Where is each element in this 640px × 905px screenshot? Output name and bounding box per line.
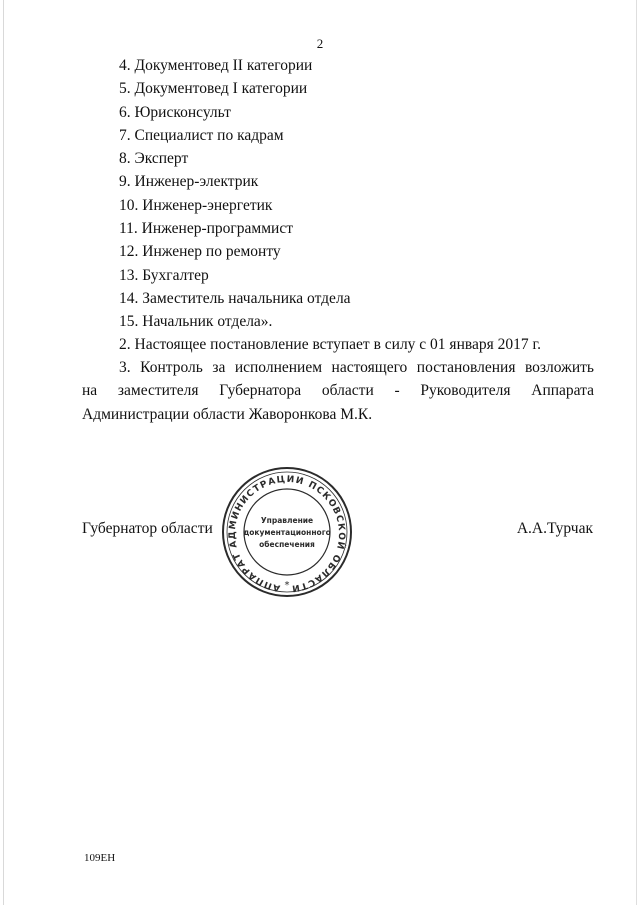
list-item: 13. Бухгалтер: [119, 266, 209, 284]
signatory-title: Губернатор области: [82, 520, 213, 537]
list-item: 12. Инженер по ремонту: [119, 243, 281, 261]
paragraph-3-line-1: 3. Контроль за исполнением настоящего постановления возложить: [119, 359, 594, 376]
list-item: 11. Инженер-программист: [119, 220, 293, 238]
list-item: 8. Эксперт: [119, 150, 189, 168]
official-seal: [216, 466, 358, 598]
list-item: 15. Начальник отдела».: [119, 313, 273, 331]
scan-edge-right: [636, 0, 637, 905]
seal-center-line-3: обеспечения: [259, 540, 315, 549]
signatory-name: А.А.Турчак: [516, 520, 593, 537]
seal-star: *: [284, 580, 290, 591]
document-code: 109ЕН: [84, 852, 116, 864]
paragraph-2: 2. Настоящее постановление вступает в силу с 01 января 2017 г.: [119, 336, 541, 353]
paragraph-3-line-2: на заместителя Губернатора области - Руководителя Аппарата: [82, 382, 594, 400]
scan-edge-left: [3, 0, 4, 905]
list-item: 14. Заместитель начальника отдела: [119, 289, 351, 307]
list-item: 10. Инженер-энергетик: [119, 196, 273, 214]
list-item: 5. Документовед I категории: [119, 80, 308, 98]
seal-center-line-1: Управление: [260, 516, 314, 525]
position-list: [119, 54, 351, 334]
list-item: 6. Юрисконсульт: [119, 103, 231, 121]
list-item: 9. Инженер-электрик: [119, 173, 259, 191]
paragraph-3: [82, 356, 594, 426]
seal-ring-text: АППАРАТ АДМИНИСТРАЦИИ ПСКОВСКОЙ ОБЛАСТИ: [227, 474, 347, 593]
paragraph-3-line-3: Администрации области Жаворонкова М.К.: [82, 405, 373, 423]
list-item: 4. Документовед II категории: [119, 57, 313, 74]
page-number: 2: [316, 36, 324, 51]
list-item: 7. Специалист по кадрам: [119, 126, 284, 144]
seal-center-line-2: документационного: [243, 528, 331, 537]
